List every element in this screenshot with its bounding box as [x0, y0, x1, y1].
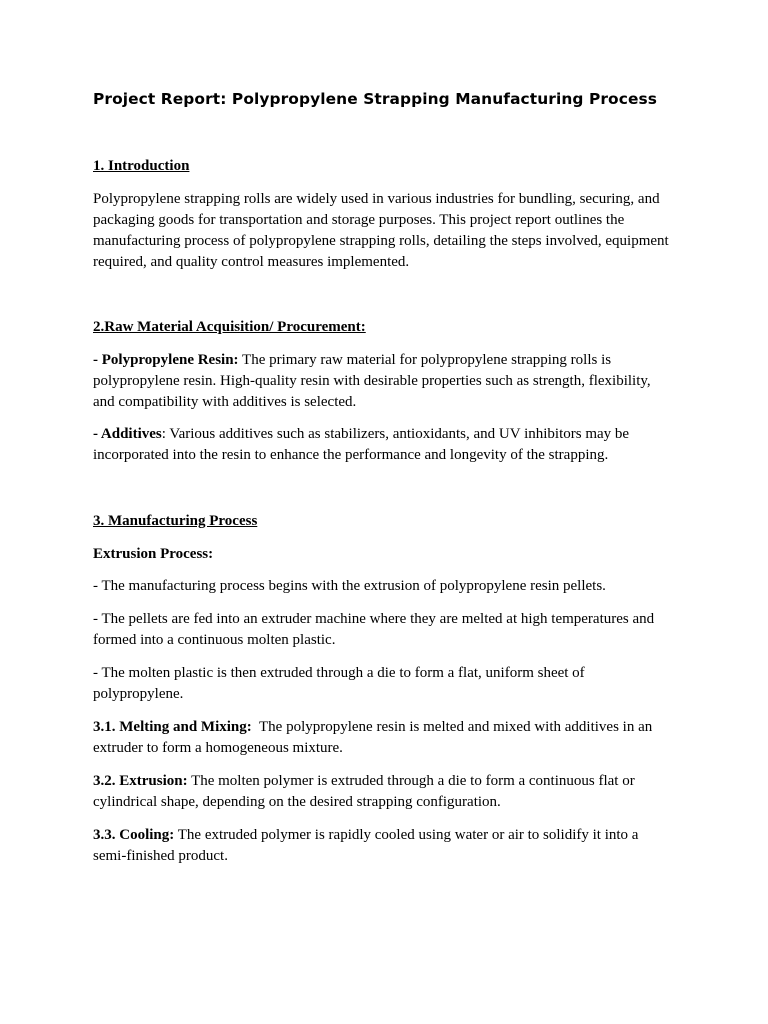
- extrusion-bullet-1: - The manufacturing process begins with the extrusion of polypropylene resin pellets.: [93, 578, 606, 594]
- section-3-1: [93, 717, 674, 759]
- section-3-2-label: 3.2. Extrusion:: [93, 773, 188, 789]
- section-3-3: [93, 825, 674, 867]
- section-3-3-label: 3.3. Cooling:: [93, 827, 175, 843]
- intro-paragraph: Polypropylene strapping rolls are widely used in various industries for bundling, securing, and packaging goods for transportation and storage purposes. This project report outlines the manufacturing process of polypropylene strapping rolls, detailing the steps involved, equipment required, and quality control measures implemented.: [93, 191, 669, 270]
- intro-heading: 1. Introduction: [93, 158, 190, 174]
- section-3-1-text: The polypropylene resin is melted and mixed with additives in an extruder to form a homogeneous mixture.: [93, 719, 656, 756]
- raw-material-heading: 2.Raw Material Acquisition/ Procurement:: [93, 319, 366, 335]
- resin-text: The primary raw material for polypropylene strapping rolls is polypropylene resin. High-quality resin with desirable properties such as strength, flexibility, and compatibility with additives is selected.: [93, 352, 651, 410]
- section-3-3-text: The extruded polymer is rapidly cooled using water or air to solidify it into a semi-finished product.: [93, 827, 639, 864]
- extrusion-bullet-3: - The molten plastic is then extruded through a die to form a flat, uniform sheet of polypropylene.: [93, 665, 585, 702]
- page-title: Project Report: Polypropylene Strapping Manufacturing Process: [93, 90, 658, 108]
- section-3-1-label: 3.1. Melting and Mixing:: [93, 719, 252, 735]
- section-3-2: [93, 771, 674, 813]
- manufacturing-heading: 3. Manufacturing Process: [93, 513, 258, 529]
- resin-label: - Polypropylene Resin:: [93, 352, 239, 368]
- extrusion-bullet-2: - The pellets are fed into an extruder machine where they are melted at high temperatures and formed into a continuous molten plastic.: [93, 611, 655, 648]
- additives-text: : Various additives such as stabilizers, antioxidants, and UV inhibitors may be incorporated into the resin to enhance the performance and longevity of the strapping.: [93, 426, 630, 463]
- additives-label: - Additives: [93, 426, 162, 442]
- resin-paragraph: [93, 350, 674, 413]
- additives-paragraph: [93, 424, 674, 466]
- extrusion-heading: Extrusion Process:: [93, 546, 214, 562]
- section-3-2-text: The molten polymer is extruded through a die to form a continuous flat or cylindrical shape, depending on the desired strapping configuration.: [93, 773, 635, 810]
